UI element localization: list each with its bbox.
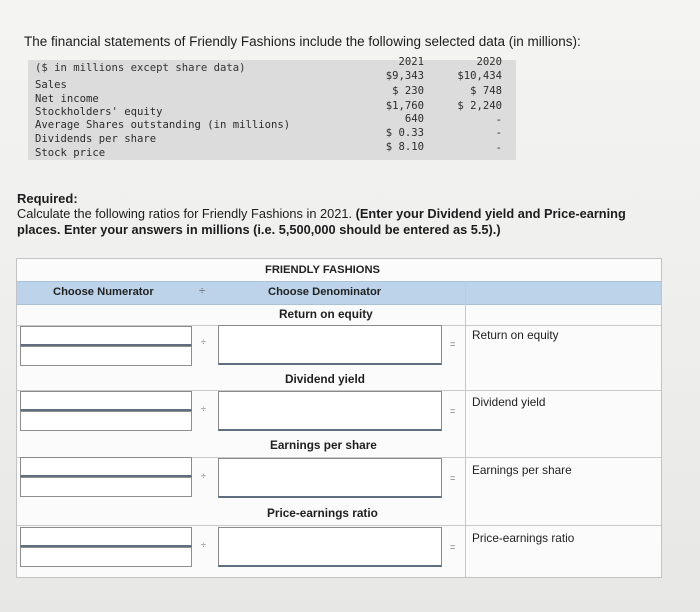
numerator-input[interactable] <box>20 391 192 411</box>
row-value-2020: - <box>495 127 502 139</box>
row-value-2020: $ 2,240 <box>457 100 502 112</box>
divide-symbol: ÷ <box>201 404 206 414</box>
divide-symbol: ÷ <box>201 337 206 347</box>
denominator-input[interactable] <box>218 391 442 431</box>
numerator-input[interactable] <box>20 527 192 547</box>
divide-header-symbol: ÷ <box>199 285 206 297</box>
section-title: Price-earnings ratio <box>267 506 378 520</box>
equals-symbol: = <box>450 542 456 552</box>
denominator-header: Choose Denominator <box>268 286 382 298</box>
row-value-2021: $ 8.10 <box>385 141 424 153</box>
section-title: Earnings per share <box>270 438 377 452</box>
row-label: Sales <box>35 79 67 91</box>
grid-divider <box>17 525 661 526</box>
result-label: Earnings per share <box>472 463 572 477</box>
row-label: Average Shares outstanding (in millions) <box>35 119 291 131</box>
row-value-2020: $ 748 <box>470 85 502 97</box>
numerator-input-row2[interactable] <box>20 346 192 366</box>
divide-symbol: ÷ <box>201 540 206 550</box>
required-line1-bold: (Enter your Dividend yield and Price-earning <box>355 206 626 221</box>
row-value-2021: $ 0.33 <box>385 127 424 139</box>
company-name: FRIENDLY FASHIONS <box>265 264 381 276</box>
denominator-input[interactable] <box>218 527 442 567</box>
denominator-input[interactable] <box>218 325 442 365</box>
section-title: Dividend yield <box>285 372 365 386</box>
row-value-2021: $9,343 <box>385 70 424 82</box>
required-line2: places. Enter your answers in millions (i.e. 5,500,000 should be entered as 5.5).) <box>17 222 501 237</box>
row-value-2020: $10,434 <box>457 70 502 82</box>
section-title: Return on equity <box>279 307 373 321</box>
required-instructions <box>17 206 700 222</box>
result-label: Return on equity <box>472 328 559 342</box>
divide-symbol: ÷ <box>201 471 206 481</box>
col-2020-header: 2020 <box>476 56 502 68</box>
row-value-2020: - <box>495 114 502 126</box>
numerator-input[interactable] <box>20 457 192 477</box>
ratio-worksheet <box>16 258 662 578</box>
row-label: Stockholders' equity <box>35 106 163 118</box>
data-table-header-label: ($ in millions except share data) <box>35 62 246 74</box>
row-label: Dividends per share <box>35 133 157 145</box>
numerator-header: Choose Numerator <box>53 286 154 298</box>
row-value-2020: - <box>495 142 502 154</box>
row-value-2021: $1,760 <box>385 100 424 112</box>
equals-symbol: = <box>450 473 456 483</box>
col-2021-header: 2021 <box>398 56 424 68</box>
required-line1-plain: Calculate the following ratios for Friendly Fashions in 2021. <box>17 206 356 221</box>
equals-symbol: = <box>450 339 456 349</box>
denominator-input[interactable] <box>218 458 442 498</box>
result-label: Price-earnings ratio <box>472 531 575 545</box>
row-value-2021: $ 230 <box>392 85 424 97</box>
row-label: Net income <box>35 93 99 105</box>
equals-symbol: = <box>450 406 456 416</box>
numerator-input-row2[interactable] <box>20 411 192 431</box>
row-value-2021: 640 <box>404 113 424 125</box>
numerator-input-row2[interactable] <box>20 547 192 567</box>
result-label: Dividend yield <box>472 395 546 409</box>
numerator-input[interactable] <box>20 326 192 346</box>
row-label: Stock price <box>35 147 106 159</box>
numerator-input-row2[interactable] <box>20 477 192 497</box>
required-title: Required: <box>17 191 78 206</box>
intro-text: The financial statements of Friendly Fashions include the following selected data (in millions): <box>24 34 581 49</box>
